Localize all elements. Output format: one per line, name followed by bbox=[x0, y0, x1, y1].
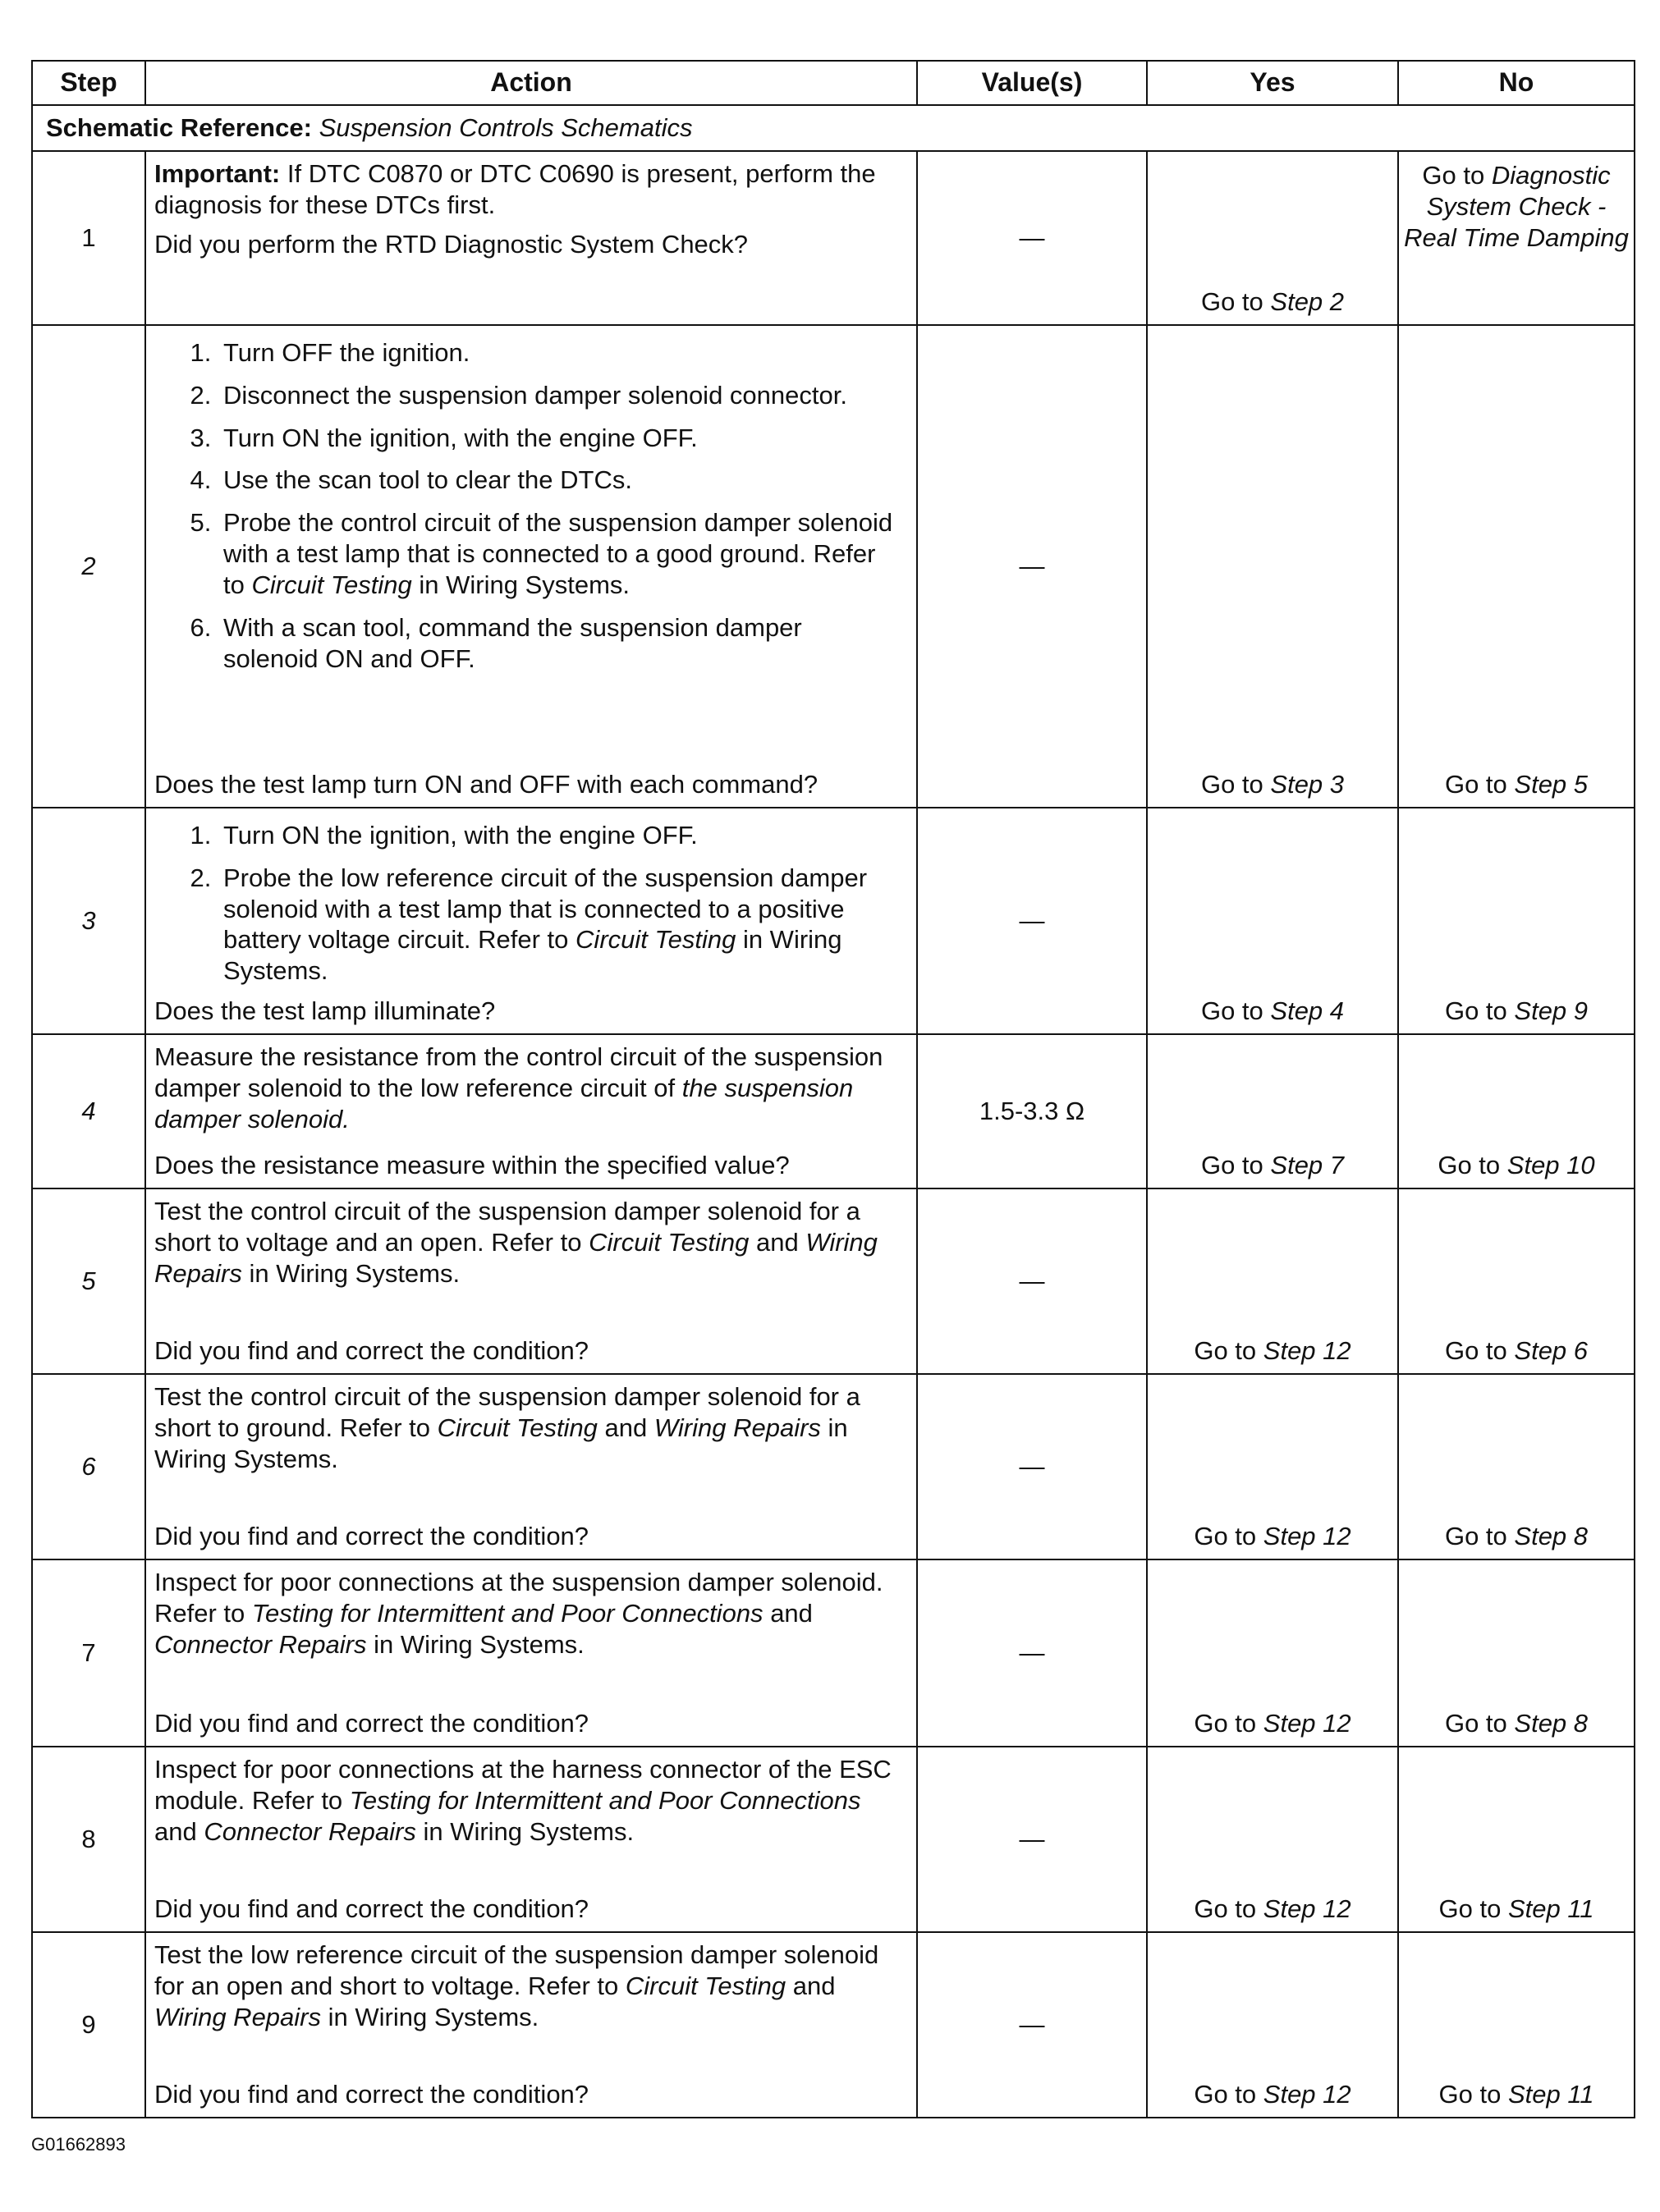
header-yes: Yes bbox=[1147, 61, 1398, 105]
no-cell bbox=[1398, 1374, 1635, 1559]
step-number: 1 bbox=[32, 151, 145, 325]
list-item: 3. Turn ON the ignition, with the engine OFF. bbox=[218, 423, 903, 454]
goto-target: Step 7 bbox=[1270, 1151, 1345, 1180]
header-values: Value(s) bbox=[917, 61, 1147, 105]
step-number: 5 bbox=[32, 1188, 145, 1374]
table-row bbox=[32, 1559, 1635, 1747]
action-cell bbox=[145, 1034, 917, 1188]
schematic-value: Suspension Controls Schematics bbox=[319, 113, 693, 143]
table-row bbox=[32, 1188, 1635, 1374]
question: Did you find and correct the condition? bbox=[154, 2080, 589, 2109]
action-text: Test the control circuit of the suspension damper solenoid for a short to ground. Refer to bbox=[154, 1382, 860, 1442]
goto-target: Step 11 bbox=[1507, 1894, 1594, 1924]
item-text: Probe the control circuit of the suspension damper solenoid with a test lamp that is connected to a good ground. Refer to bbox=[223, 508, 893, 599]
diagnostic-table bbox=[31, 60, 1635, 2118]
action-text: and bbox=[604, 1413, 648, 1442]
reference-link: Circuit Testing bbox=[251, 570, 412, 599]
yes-cell bbox=[1147, 151, 1398, 325]
action-text: in Wiring Systems. bbox=[423, 1816, 635, 1846]
list-item bbox=[218, 863, 903, 987]
goto-text: Go to bbox=[1194, 1336, 1257, 1366]
value-cell: — bbox=[917, 1747, 1147, 1932]
goto-text: Go to bbox=[1200, 1151, 1263, 1180]
goto-target: Step 12 bbox=[1263, 2080, 1351, 2109]
list-item: 4. Use the scan tool to clear the DTCs. bbox=[218, 465, 903, 496]
yes-cell bbox=[1147, 1932, 1398, 2118]
goto-target: Step 12 bbox=[1263, 1894, 1351, 1924]
question: Did you find and correct the condition? bbox=[154, 1894, 589, 1924]
goto-text: Go to bbox=[1444, 770, 1507, 799]
question: Does the test lamp turn ON and OFF with each command? bbox=[154, 770, 819, 799]
table-row bbox=[32, 151, 1635, 325]
value-cell: — bbox=[917, 1374, 1147, 1559]
value-cell: 1.5-3.3 Ω bbox=[917, 1034, 1147, 1188]
step-number: 4 bbox=[32, 1034, 145, 1188]
no-cell bbox=[1398, 1747, 1635, 1932]
goto-text: Go to bbox=[1438, 1151, 1501, 1180]
goto-text: Go to bbox=[1422, 161, 1485, 190]
schematic-reference bbox=[32, 105, 1635, 151]
action-cell bbox=[145, 1932, 917, 2118]
goto-target: Step 5 bbox=[1514, 770, 1589, 799]
goto-text: Go to bbox=[1194, 2080, 1257, 2109]
action-text: in Wiring Systems. bbox=[328, 2002, 539, 2031]
no-cell bbox=[1398, 1188, 1635, 1374]
list-item: 2. Disconnect the suspension damper solenoid connector. bbox=[218, 380, 903, 411]
goto-target: Step 12 bbox=[1263, 1709, 1351, 1738]
reference-link: Connector Repairs bbox=[154, 1629, 367, 1659]
list-item: 1. Turn ON the ignition, with the engine OFF. bbox=[218, 820, 903, 851]
item-text: Probe the low reference circuit of the suspension damper solenoid with a test lamp that is connected to a positive battery voltage circuit. Refer to bbox=[223, 863, 868, 955]
question: Did you perform the RTD Diagnostic System Check? bbox=[154, 229, 749, 259]
action-text: Inspect for poor connections at the harness connector of the ESC module. Refer to bbox=[154, 1755, 892, 1815]
action-text: in Wiring Systems. bbox=[154, 1413, 848, 1473]
reference-link: Testing for Intermittent and Poor Connections bbox=[349, 1785, 861, 1815]
goto-text: Go to bbox=[1438, 2080, 1502, 2109]
goto-text: Go to bbox=[1194, 1709, 1257, 1738]
goto-target: Step 11 bbox=[1507, 2080, 1594, 2109]
no-cell bbox=[1398, 325, 1635, 808]
action-text: Test the control circuit of the suspension damper solenoid for a short to voltage and an open. Refer to bbox=[154, 1197, 860, 1257]
action-cell bbox=[145, 325, 917, 808]
header-action: Action bbox=[145, 61, 917, 105]
goto-target: Step 6 bbox=[1514, 1336, 1589, 1366]
goto-text: Go to bbox=[1200, 770, 1263, 799]
header-row bbox=[32, 61, 1635, 105]
figure-id: G01662893 bbox=[31, 2134, 126, 2155]
list-item: 1. Turn OFF the ignition. bbox=[218, 337, 903, 369]
reference-link: Wiring Repairs bbox=[653, 1413, 821, 1442]
goto-text: Go to bbox=[1444, 1709, 1507, 1738]
value-cell: — bbox=[917, 1932, 1147, 2118]
action-text: Test the low reference circuit of the suspension damper solenoid for an open and short to voltage. Refer to bbox=[154, 1940, 879, 2000]
goto-target: Step 8 bbox=[1514, 1709, 1589, 1738]
goto-text: Go to bbox=[1444, 996, 1507, 1026]
question: Did you find and correct the condition? bbox=[154, 1336, 589, 1366]
reference-link: Testing for Intermittent and Poor Connections bbox=[251, 1598, 764, 1628]
important-text: If DTC C0870 or DTC C0690 is present, perform the diagnosis for these DTCs first. bbox=[154, 159, 876, 219]
action-cell bbox=[145, 1188, 917, 1374]
action-cell bbox=[145, 1374, 917, 1559]
reference-link: Wiring Repairs bbox=[154, 1227, 878, 1288]
action-text: and bbox=[154, 1816, 197, 1846]
header-step: Step bbox=[32, 61, 145, 105]
action-text: and bbox=[792, 1971, 836, 2000]
action-text: and bbox=[770, 1598, 813, 1628]
yes-cell bbox=[1147, 325, 1398, 808]
step-number: 8 bbox=[32, 1747, 145, 1932]
list-item bbox=[218, 507, 903, 600]
goto-target: Step 3 bbox=[1270, 770, 1345, 799]
goto-text: Go to bbox=[1194, 1522, 1257, 1551]
action-text: Inspect for poor connections at the suspension damper solenoid. Refer to bbox=[154, 1568, 883, 1628]
action-text: in Wiring Systems. bbox=[249, 1258, 461, 1288]
schematic-reference-row bbox=[32, 105, 1635, 151]
value-cell: — bbox=[917, 1188, 1147, 1374]
goto-text: Go to bbox=[1200, 996, 1263, 1026]
goto-target: Step 12 bbox=[1263, 1336, 1351, 1366]
yes-cell bbox=[1147, 1188, 1398, 1374]
goto-target: Step 9 bbox=[1514, 996, 1589, 1026]
goto-text: Go to bbox=[1444, 1522, 1507, 1551]
table-row bbox=[32, 1747, 1635, 1932]
procedure-list bbox=[154, 337, 903, 674]
reference-link: Circuit Testing bbox=[575, 925, 736, 955]
action-cell bbox=[145, 151, 917, 325]
action-text-italic: the suspension damper solenoid. bbox=[154, 1073, 854, 1133]
no-cell bbox=[1398, 1559, 1635, 1747]
value-cell: — bbox=[917, 808, 1147, 1034]
table-row bbox=[32, 1034, 1635, 1188]
table-row bbox=[32, 1374, 1635, 1559]
question: Did you find and correct the condition? bbox=[154, 1522, 589, 1551]
step-number: 7 bbox=[32, 1559, 145, 1747]
step-number: 6 bbox=[32, 1374, 145, 1559]
no-cell bbox=[1398, 151, 1635, 325]
procedure-list bbox=[154, 820, 903, 987]
goto-target: Step 8 bbox=[1514, 1522, 1589, 1551]
important-label: Important: bbox=[154, 159, 281, 188]
reference-link: Wiring Repairs bbox=[154, 2002, 321, 2031]
header-no: No bbox=[1398, 61, 1635, 105]
action-cell bbox=[145, 1747, 917, 1932]
goto-text: Go to bbox=[1444, 1336, 1507, 1366]
action-text: Measure the resistance from the control circuit of the suspension damper solenoid to the low reference circuit of bbox=[154, 1042, 883, 1102]
step-number: 3 bbox=[32, 808, 145, 1034]
value-cell: — bbox=[917, 1559, 1147, 1747]
goto-target: Step 10 bbox=[1506, 1151, 1595, 1180]
item-text: in Wiring Systems. bbox=[419, 570, 631, 599]
reference-link: Circuit Testing bbox=[625, 1971, 786, 2000]
goto-text: Go to bbox=[1200, 287, 1263, 317]
goto-target: Step 4 bbox=[1270, 996, 1345, 1026]
yes-cell bbox=[1147, 808, 1398, 1034]
question: Does the test lamp illuminate? bbox=[154, 996, 496, 1026]
yes-cell bbox=[1147, 1374, 1398, 1559]
table-row bbox=[32, 325, 1635, 808]
yes-cell bbox=[1147, 1559, 1398, 1747]
value-cell: — bbox=[917, 151, 1147, 325]
yes-cell bbox=[1147, 1747, 1398, 1932]
item-text: in Wiring Systems. bbox=[223, 925, 842, 986]
reference-link: Circuit Testing bbox=[437, 1413, 598, 1442]
action-cell bbox=[145, 808, 917, 1034]
no-cell bbox=[1398, 1034, 1635, 1188]
goto-text: Go to bbox=[1194, 1894, 1257, 1924]
question: Does the resistance measure within the specified value? bbox=[154, 1151, 790, 1180]
list-item: 6. With a scan tool, command the suspension damper solenoid ON and OFF. bbox=[218, 612, 903, 675]
goto-text: Go to bbox=[1438, 1894, 1502, 1924]
goto-target: Diagnostic System Check - Real Time Damping bbox=[1404, 161, 1629, 252]
no-cell bbox=[1398, 1932, 1635, 2118]
value-cell: — bbox=[917, 325, 1147, 808]
goto-target: Step 2 bbox=[1270, 287, 1345, 317]
reference-link: Connector Repairs bbox=[204, 1816, 416, 1846]
action-cell bbox=[145, 1559, 917, 1747]
action-text: and bbox=[755, 1227, 799, 1257]
schematic-label: Schematic Reference: bbox=[46, 113, 312, 143]
yes-cell bbox=[1147, 1034, 1398, 1188]
goto-target: Step 12 bbox=[1263, 1522, 1351, 1551]
step-number: 9 bbox=[32, 1932, 145, 2118]
question: Did you find and correct the condition? bbox=[154, 1709, 589, 1738]
table-row bbox=[32, 808, 1635, 1034]
step-number: 2 bbox=[32, 325, 145, 808]
table-row bbox=[32, 1932, 1635, 2118]
no-cell bbox=[1398, 808, 1635, 1034]
reference-link: Circuit Testing bbox=[589, 1227, 750, 1257]
action-text: in Wiring Systems. bbox=[374, 1629, 585, 1659]
